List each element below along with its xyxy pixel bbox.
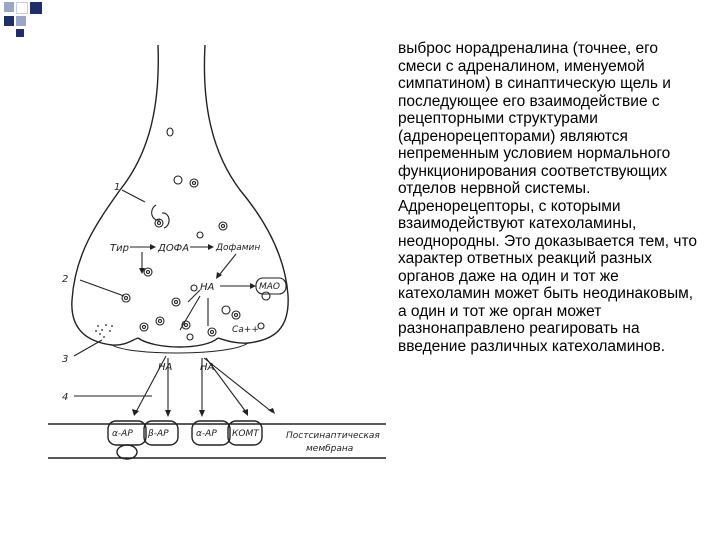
arrow-na-left bbox=[188, 290, 200, 302]
label-membrane-1: Постсинаптическая bbox=[286, 431, 380, 441]
label-na-inner: НА bbox=[200, 282, 215, 293]
pointer-line-2 bbox=[80, 280, 124, 296]
label-alpha-ar-1: α-АР bbox=[112, 429, 133, 439]
label-na-left: НА bbox=[158, 362, 173, 373]
cycle-arrow-1 bbox=[152, 205, 160, 220]
axon-outline bbox=[72, 45, 158, 345]
label-membrane-2: мембрана bbox=[306, 444, 354, 454]
label-mao: МАО bbox=[259, 282, 281, 292]
label-3: 3 bbox=[62, 354, 69, 365]
arrow-dofamin-na bbox=[220, 254, 236, 274]
label-2: 2 bbox=[62, 274, 69, 285]
label-tir: Тир bbox=[110, 243, 129, 254]
corner-square-1 bbox=[4, 2, 14, 12]
label-alpha-ar-2: α-АР bbox=[196, 429, 217, 439]
corner-square-2 bbox=[16, 2, 28, 14]
label-dofa: ДОФА bbox=[158, 243, 190, 254]
release-dots bbox=[95, 324, 113, 338]
pointer-line-3 bbox=[74, 340, 102, 356]
corner-square-3 bbox=[30, 2, 42, 14]
axon-outline-right bbox=[204, 45, 288, 343]
pointer-line-1 bbox=[122, 190, 145, 202]
description-text-block bbox=[398, 40, 698, 355]
corner-square-5 bbox=[16, 16, 26, 26]
vesicles bbox=[122, 128, 270, 340]
corner-square-6 bbox=[16, 29, 24, 37]
label-komt: КОМТ bbox=[232, 429, 259, 439]
description-paragraph: выброс норадреналина (точнее, его смеси с адреналином, именуемой симпатином) в синаптическую щель и последующее его взаимодействие с рецепторными структурами (адренорецепторами) являются непременным условием нормального функционирования соответствующих отделов нервной системы. Адренорецепторы, с которыми взаимодействуют катехоламины, неоднородны. Это доказывается тем, что характер ответных реакций разных органов даже на один и тот же катехоламин может быть неодинаковым, а один и тот же орган может разнонаправлено реагировать на введение различных катехоламинов. bbox=[398, 40, 698, 355]
corner-decoration bbox=[0, 0, 60, 40]
label-1: 1 bbox=[114, 182, 121, 193]
label-beta-ar: β-АР bbox=[148, 429, 169, 439]
label-na-right: НА bbox=[200, 362, 215, 373]
label-ca: Ca++ bbox=[232, 325, 259, 335]
presynaptic-membrane bbox=[138, 338, 218, 347]
corner-square-4 bbox=[4, 16, 14, 26]
label-dofamin: Дофамин bbox=[216, 243, 261, 253]
label-4: 4 bbox=[62, 392, 69, 403]
synapse-diagram bbox=[40, 40, 390, 470]
synapse-svg bbox=[40, 40, 390, 470]
cycle-arrow-2 bbox=[162, 213, 169, 228]
